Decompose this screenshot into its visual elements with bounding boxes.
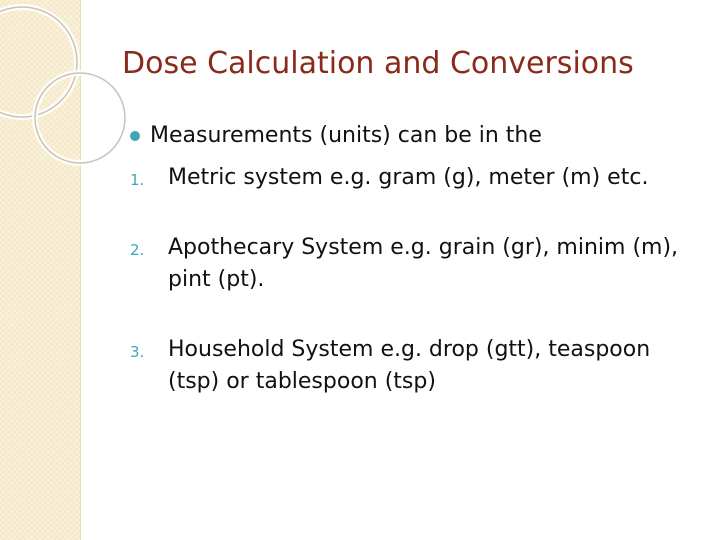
item-number: 3. [130,343,145,361]
item-text: Metric system e.g. gram (g), meter (m) etc. [168,165,649,190]
numbered-item-3 [130,334,690,398]
slide-content [130,120,690,398]
decorative-rings [0,0,140,200]
bullet-text: Measurements (units) can be in the [150,123,542,148]
item-number: 2. [130,241,145,259]
numbered-item-1 [130,162,690,194]
item-text: Household System e.g. drop (gtt), teaspoon (tsp) or tablespoon (tsp) [168,337,651,394]
item-number: 1. [130,171,145,189]
slide-title: Dose Calculation and Conversions [122,46,634,81]
item-text: Apothecary System e.g. grain (gr), minim (m), pint (pt). [168,235,679,292]
bullet-item [130,120,690,152]
bullet-dot-icon [130,131,140,141]
numbered-item-2 [130,232,690,296]
